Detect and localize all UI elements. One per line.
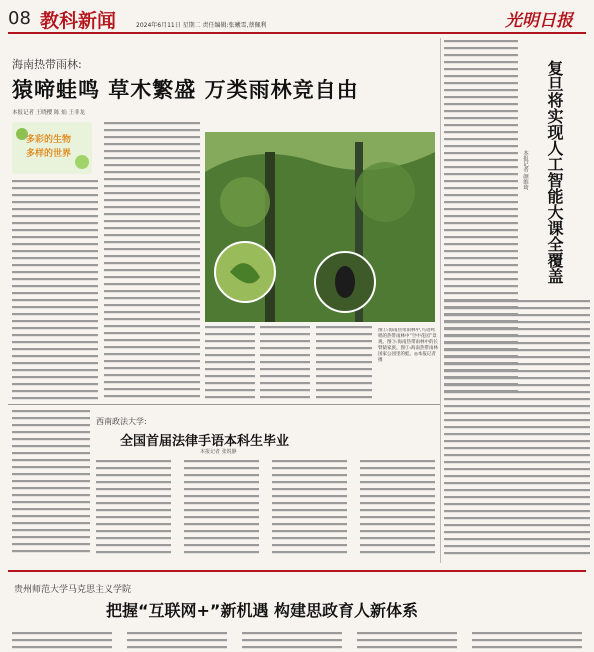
date-line: 2024年6月11日 星期二 责任编辑:张曦雪,蔡佩利 [136,22,267,29]
column-logo-line2: 多样的世界 [26,149,72,159]
column-divider [440,38,441,563]
lead-byline: 本报记者 王晓樱 陈 灿 王非龙 [12,110,85,116]
lead-text-column-1 [12,180,98,402]
photo-caption: 图①:海南热带雨林中,鸟语鸣唱的热带雨林中“空中花园”景观。图③:海南热带雨林中的长臂猿家族。图③:海南热带雨林国家公园里的蛙。◎本报记者 摄 [378,328,438,363]
newspaper-logo: 光明日报 [505,11,573,31]
second-byline: 本报记者 张锐静 [200,449,237,455]
lead-text-column-5 [316,326,372,402]
column-logo-line1: 多彩的生物 [26,135,72,145]
page-number: 08 [8,8,31,29]
lead-text-column-2 [104,122,200,402]
right-headline: 复旦将实现人工智能大课全覆盖 [545,60,564,284]
section-title: 教科新闻 [40,10,117,32]
rainforest-image [205,132,435,322]
lead-headline: 猿啼蛙鸣 草木繁盛 万类雨林竞自由 [12,78,359,102]
bottom-kicker: 贵州师范大学马克思主义学院 [14,585,132,595]
bottom-text-columns [12,630,586,650]
masthead [0,0,594,36]
section-divider [8,404,440,405]
lead-kicker: 海南热带雨林: [12,58,82,71]
bottom-headline: 把握“互联网+”新机遇 构建思政育人新体系 [106,601,419,620]
second-kicker: 西南政法大学: [96,417,147,426]
second-headline: 全国首届法律手语本科生毕业 [120,434,290,449]
lead-text-column-4 [260,326,310,402]
rainforest-photo [205,132,435,322]
bottom-rule [8,570,586,572]
right-byline: 本报记者 颜维琦 [522,150,528,191]
lead-text-column-3 [205,326,255,402]
prev-article-column [12,410,90,560]
second-text-columns [96,460,436,560]
masthead-rule [8,32,586,34]
right-text-column-2 [444,300,590,562]
